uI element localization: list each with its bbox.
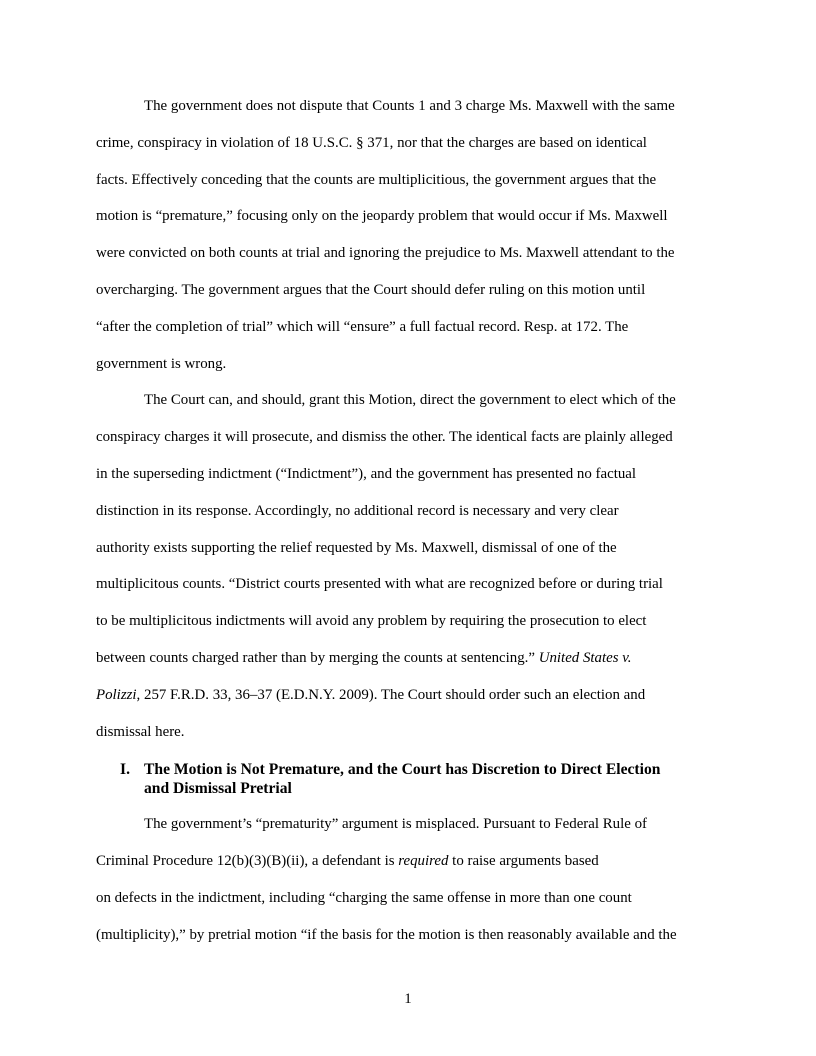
text-line: motion is “premature,” focusing only on the jeopardy problem that would occur if Ms. Maxwell	[96, 208, 668, 224]
emphasis: required	[398, 853, 449, 869]
text-line: to be multiplicitous indictments will avoid any problem by requiring the prosecution to elect	[96, 613, 647, 629]
text-line: on defects in the indictment, including “charging the same offense in more than one count	[96, 890, 632, 906]
text-line: authority exists supporting the relief requested by Ms. Maxwell, dismissal of one of the	[96, 540, 617, 556]
text-line: facts. Effectively conceding that the counts are multiplicitious, the government argues that the	[96, 172, 657, 188]
text-line: conspiracy charges it will prosecute, and dismiss the other. The identical facts are plainly alleged	[96, 429, 673, 445]
heading-text: The Motion is Not Premature, and the Court has Discretion to Direct Election	[144, 761, 661, 778]
text-line: overcharging. The government argues that the Court should defer ruling on this motion until	[96, 282, 646, 298]
case-citation: United States v.	[538, 650, 632, 666]
text-run: to raise arguments based	[448, 853, 599, 869]
text-line: dismissal here.	[96, 724, 185, 740]
text-line: distinction in its response. Accordingly, no additional record is necessary and very clear	[96, 503, 619, 519]
text-line: crime, conspiracy in violation of 18 U.S.C. § 371, nor that the charges are based on identical	[96, 135, 647, 151]
text-line: in the superseding indictment (“Indictment”), and the government has presented no factual	[96, 466, 637, 482]
text-run: between counts charged rather than by merging the counts at sentencing.”	[96, 650, 539, 666]
text-line	[96, 686, 645, 704]
heading-text: and Dismissal Pretrial	[144, 780, 292, 797]
case-citation: Polizzi	[96, 687, 137, 703]
heading-number: I.	[120, 761, 130, 778]
text-line	[96, 649, 632, 667]
text-line: multiplicitous counts. “District courts presented with what are recognized before or during trial	[96, 576, 663, 592]
text-line: The government’s “prematurity” argument is misplaced. Pursuant to Federal Rule of	[144, 816, 647, 832]
page-number: 1	[404, 991, 412, 1007]
text-line: The government does not dispute that Counts 1 and 3 charge Ms. Maxwell with the same	[144, 98, 675, 114]
text-line: The Court can, and should, grant this Motion, direct the government to elect which of the	[144, 392, 676, 408]
text-line: “after the completion of trial” which will “ensure” a full factual record. Resp. at 172. The	[96, 319, 629, 335]
text-line: (multiplicity),” by pretrial motion “if the basis for the motion is then reasonably available and the	[96, 927, 677, 943]
text-run: Criminal Procedure 12(b)(3)(B)(ii), a defendant is	[96, 853, 399, 869]
text-line: were convicted on both counts at trial and ignoring the prejudice to Ms. Maxwell attendant to the	[96, 245, 675, 261]
text-line	[96, 852, 599, 870]
text-line: government is wrong.	[96, 356, 227, 372]
text-run: , 257 F.R.D. 33, 36–37 (E.D.N.Y. 2009). The Court should order such an election and	[136, 687, 646, 703]
